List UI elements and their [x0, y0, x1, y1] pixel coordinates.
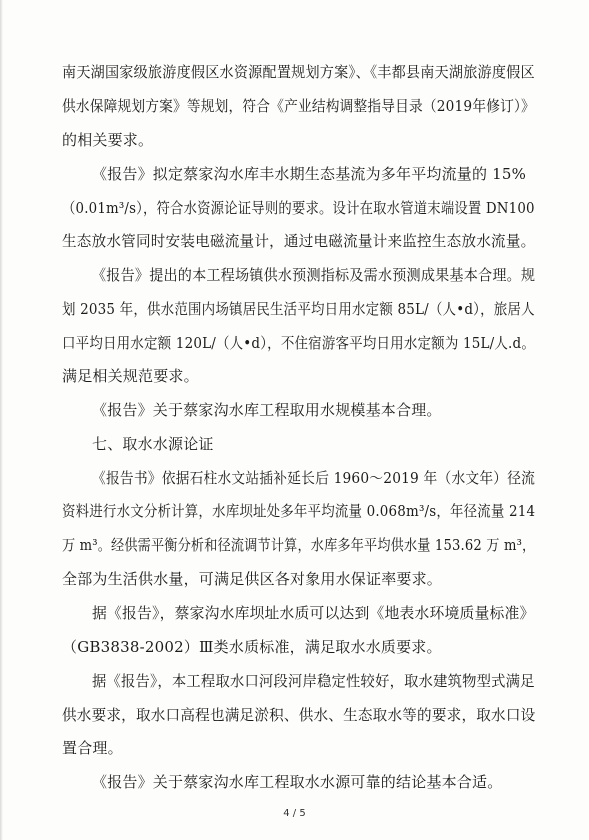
scan-edge-shadow: [0, 0, 3, 840]
text-line: 资料进行水文分析计算，水库坝址处多年平均流量 0.068m³/s，年径流量 214: [62, 502, 536, 520]
text-line: 南天湖国家级旅游度假区水资源配置规划方案》、《丰都县南天湖旅游度假区: [62, 63, 535, 81]
text-line: 口平均日用水定额 120L/（人•d），不住宿游客平均日用水定额为 15L/人.d。: [62, 334, 535, 352]
page-number: 4 / 5: [283, 808, 306, 819]
text-line: 供水保障规划方案》等规划，符合《产业结构调整指导目录（2019年修订）》: [62, 97, 535, 115]
text-line: 据《报告》，蔡家沟水库坝址水质可以达到《地表水环境质量标准》: [92, 604, 535, 622]
text-line: 的相关要求。: [62, 131, 154, 149]
text-line: 《报告》拟定蔡家沟水库丰水期生态基流为多年平均流量的 15%: [92, 165, 527, 183]
text-line: 《报告》关于蔡家沟水库工程取水水源可靠的结论基本合适。: [92, 773, 503, 791]
text-line: 划 2035 年，供水范围内场镇居民生活平均日用水定额 85L/（人•d），旅居人: [62, 300, 535, 318]
text-line: 《报告》提出的本工程场镇供水预测指标及需水预测成果基本合理。规: [92, 266, 536, 284]
text-line: 《报告》关于蔡家沟水库工程取用水规模基本合理。: [92, 401, 442, 419]
section-heading: 七、取水水源论证: [92, 435, 214, 453]
text-line: （0.01m³/s），符合水资源论证导则的要求。设计在取水管道末端设置 DN100: [62, 199, 535, 217]
text-line: 全部为生活供水量，可满足供区各对象用水保证率要求。: [62, 570, 443, 588]
text-line: 生态放水管同时安装电磁流量计，通过电磁流量计来监控生态放水流量。: [62, 232, 536, 250]
text-line: 据《报告》，本工程取水口河段河岸稳定性较好，取水建筑物型式满足: [92, 672, 535, 690]
text-line: 供水要求，取水口高程也满足淤积、供水、生态取水等的要求，取水口设: [62, 706, 536, 724]
text-line: （GB3838-2002）Ⅲ类水质标准，满足取水水质要求。: [62, 638, 442, 656]
text-line: 置合理。: [62, 739, 123, 757]
text-line: 《报告书》依据石柱水文站插补延长后 1960～2019 年（水文年）径流: [92, 469, 536, 487]
text-line: 满足相关规范要求。: [62, 367, 199, 385]
text-line: 万 m³。经供需平衡分析和径流调节计算，水库多年平均供水量 153.62 万 m³，: [62, 536, 536, 554]
